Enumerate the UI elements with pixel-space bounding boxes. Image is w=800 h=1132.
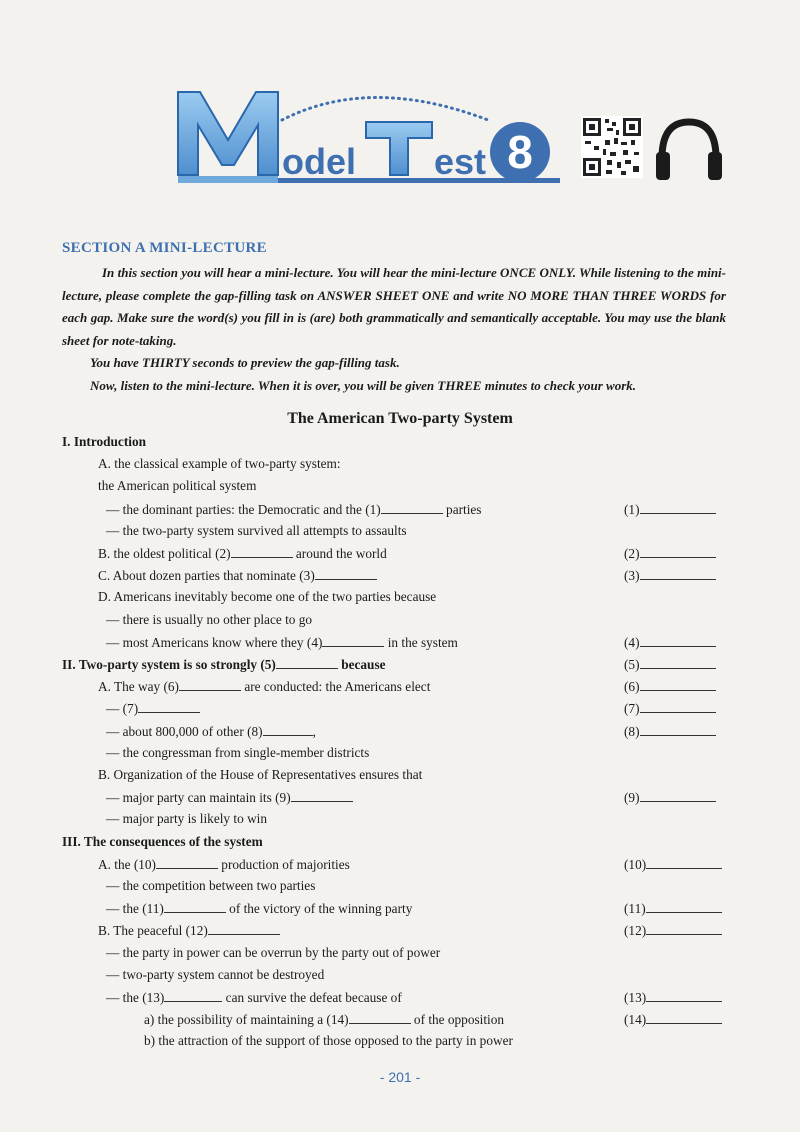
answer-blank[interactable]	[640, 787, 716, 802]
answer-blank[interactable]	[640, 698, 716, 713]
headphones-icon[interactable]	[654, 116, 724, 182]
outline-text-after: because	[337, 657, 386, 672]
answer-number: (1)	[624, 502, 640, 517]
answer-number: (5)	[624, 657, 640, 672]
outline-text: — the dominant parties: the Democratic and the (1)	[106, 502, 381, 517]
gap-blank[interactable]	[322, 632, 384, 647]
answer-number: (13)	[624, 990, 647, 1005]
outline-line	[98, 587, 436, 607]
outline-text-after: can survive the defeat because of	[222, 990, 402, 1005]
outline-line	[106, 521, 407, 541]
answer-number: (2)	[624, 546, 640, 561]
outline-text-after: in the system	[384, 635, 458, 650]
outline-line	[144, 1009, 504, 1029]
test-number: 8	[507, 126, 533, 178]
outline-text: — the competition between two parties	[106, 878, 316, 893]
outline-text-after: of the victory of the winning party	[225, 901, 413, 916]
outline-text: B. the oldest political (2)	[98, 546, 231, 561]
gap-blank[interactable]	[276, 654, 338, 669]
outline-text: the American political system	[98, 478, 257, 493]
answer-number: (7)	[624, 701, 640, 716]
outline-line	[98, 765, 422, 785]
answer-blank[interactable]	[646, 898, 722, 913]
answer-slot	[624, 721, 716, 741]
outline-text-after: ,	[312, 724, 316, 739]
gap-blank[interactable]	[263, 721, 313, 736]
gap-blank[interactable]	[381, 499, 443, 514]
answer-blank[interactable]	[646, 854, 722, 869]
outline-text-after: around the world	[292, 546, 387, 561]
outline-text: B. The peaceful (12)	[98, 923, 208, 938]
answer-number: (12)	[624, 923, 647, 938]
answer-number: (8)	[624, 724, 640, 739]
outline-text-after: are conducted: the Americans elect	[241, 679, 431, 694]
outline-line	[106, 698, 200, 718]
outline-line	[106, 499, 482, 519]
gap-blank[interactable]	[291, 787, 353, 802]
outline-text: A. The way (6)	[98, 679, 179, 694]
answer-slot	[624, 898, 722, 918]
outline-text: — major party can maintain its (9)	[106, 790, 291, 805]
page-number: - 201 -	[379, 1069, 421, 1085]
answer-slot	[624, 632, 716, 652]
outline-text: II. Two-party system is so strongly (5)	[62, 657, 276, 672]
outline-text: A. the classical example of two-party system:	[98, 456, 341, 471]
outline-line	[106, 965, 324, 985]
section-heading: SECTION A MINI-LECTURE	[62, 240, 267, 256]
gap-blank[interactable]	[231, 543, 293, 558]
outline-text: — (7)	[106, 701, 139, 716]
title-est: est	[434, 141, 487, 182]
answer-blank[interactable]	[640, 565, 716, 580]
answer-blank[interactable]	[646, 987, 722, 1002]
outline-text: — most Americans know where they (4)	[106, 635, 323, 650]
outline-text: B. Organization of the House of Representatives ensures that	[98, 767, 423, 782]
outline-line	[62, 654, 386, 674]
outline-line	[106, 809, 267, 829]
answer-number: (6)	[624, 679, 640, 694]
outline-text: D. Americans inevitably become one of the two parties because	[98, 589, 437, 604]
instruction-paragraph-1: In this section you will hear a mini-lecture. You will hear the mini-lecture ONCE ONLY. While listening to the mini-lecture, please complete the gap-filling task on ANSWER SHEET ONE and write NO MORE THAN THREE WORDS for each gap. Make sure the word(s) you fill in is (are) both grammatically and semantically acceptable. You may use the blank sheet for note-taking.	[62, 265, 726, 348]
outline-text: — the congressman from single-member districts	[106, 745, 370, 760]
outline-line	[98, 676, 430, 696]
outline-text: I. Introduction	[62, 434, 146, 449]
answer-slot	[624, 920, 722, 940]
outline-text: — the (13)	[106, 990, 165, 1005]
answer-blank[interactable]	[640, 676, 716, 691]
outline-line	[106, 743, 369, 763]
gap-blank[interactable]	[349, 1009, 411, 1024]
outline-text: a) the possibility of maintaining a (14)	[144, 1012, 349, 1027]
answer-blank[interactable]	[640, 543, 716, 558]
outline-line	[106, 610, 312, 630]
outline-line	[106, 876, 315, 896]
gap-blank[interactable]	[138, 698, 200, 713]
outline-text-after: of the opposition	[410, 1012, 505, 1027]
outline-line	[62, 832, 263, 852]
outline-line	[98, 543, 387, 563]
qr-code-icon[interactable]	[581, 116, 643, 178]
outline-line	[62, 432, 146, 452]
outline-text: C. About dozen parties that nominate (3)	[98, 568, 315, 583]
outline-line	[106, 787, 353, 807]
answer-slot	[624, 499, 716, 519]
outline-text-after: production of majorities	[217, 857, 350, 872]
outline-line	[144, 1031, 513, 1051]
outline-line	[106, 987, 402, 1007]
answer-slot	[624, 698, 716, 718]
answer-number: (3)	[624, 568, 640, 583]
outline-text: III. The consequences of the system	[62, 834, 263, 849]
outline-line	[98, 454, 341, 474]
outline-text: — two-party system cannot be destroyed	[106, 967, 325, 982]
outline-line	[106, 943, 440, 963]
outline-line	[98, 565, 377, 585]
answer-slot	[624, 565, 716, 585]
answer-blank[interactable]	[646, 920, 722, 935]
outline-line	[98, 854, 350, 874]
instruction-paragraph-2: You have THIRTY seconds to preview the gap-filling task.	[90, 355, 400, 370]
answer-slot	[624, 1009, 722, 1029]
outline-text: — major party is likely to win	[106, 811, 268, 826]
outline-line	[106, 898, 412, 918]
answer-slot	[624, 787, 716, 807]
answer-number: (4)	[624, 635, 640, 650]
outline-text: — the (11)	[106, 901, 164, 916]
answer-number: (9)	[624, 790, 640, 805]
outline-text-after: parties	[442, 502, 482, 517]
gap-blank[interactable]	[156, 854, 218, 869]
answer-slot	[624, 543, 716, 563]
outline-text: b) the attraction of the support of those opposed to the party in power	[144, 1033, 513, 1048]
answer-number: (11)	[624, 901, 646, 916]
answer-number: (10)	[624, 857, 647, 872]
answer-number: (14)	[624, 1012, 647, 1027]
instructions-block	[62, 262, 726, 397]
outline-line	[106, 721, 316, 741]
outline-text: — there is usually no other place to go	[106, 612, 313, 627]
outline-text: — about 800,000 of other (8)	[106, 724, 263, 739]
gap-blank[interactable]	[208, 920, 280, 935]
answer-blank[interactable]	[640, 654, 716, 669]
answer-blank[interactable]	[640, 632, 716, 647]
answer-slot	[624, 676, 716, 696]
answer-blank[interactable]	[646, 1009, 722, 1024]
outline-text: — the two-party system survived all attempts to assaults	[106, 523, 407, 538]
outline-text: A. the (10)	[98, 857, 156, 872]
model-test-title-logo	[170, 80, 570, 200]
answer-slot	[624, 654, 716, 674]
answer-slot	[624, 987, 722, 1007]
instruction-paragraph-3: Now, listen to the mini-lecture. When it is over, you will be given THREE minutes to check your work.	[90, 377, 637, 393]
outline-line	[98, 476, 256, 496]
outline-line	[106, 632, 458, 652]
answer-slot	[624, 854, 722, 874]
outline-line	[98, 920, 280, 940]
model-test-header	[170, 80, 730, 200]
gap-blank[interactable]	[315, 565, 377, 580]
answer-blank[interactable]	[640, 499, 716, 514]
outline-text: — the party in power can be overrun by the party out of power	[106, 945, 441, 960]
gap-blank[interactable]	[164, 898, 226, 913]
gap-blank[interactable]	[164, 987, 222, 1002]
title-odel: odel	[282, 141, 357, 182]
gap-blank[interactable]	[179, 676, 241, 691]
lecture-title: The American Two-party System	[287, 410, 513, 427]
answer-blank[interactable]	[640, 721, 716, 736]
